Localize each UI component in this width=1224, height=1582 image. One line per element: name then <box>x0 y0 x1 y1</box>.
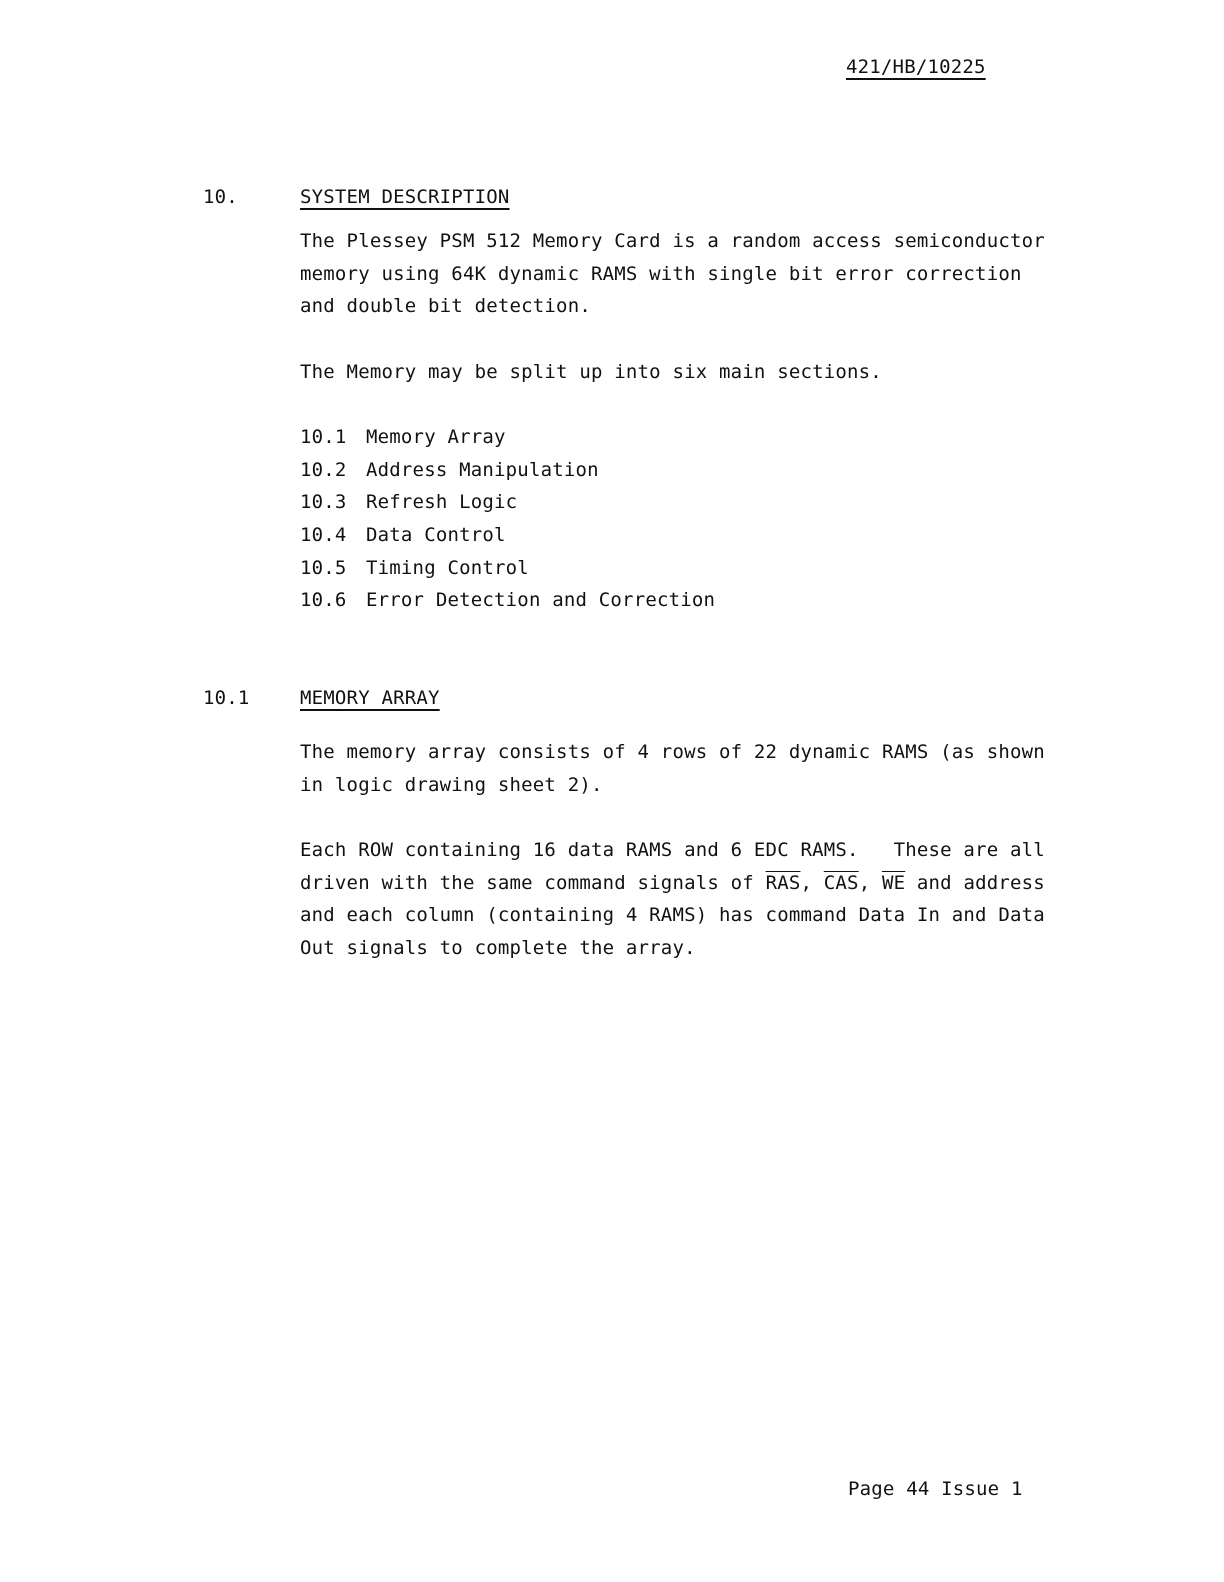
paragraph-line: and each column (containing 4 RAMS) has command Data In and Data <box>300 904 1045 927</box>
item-number: 10.5 <box>300 556 347 579</box>
memory-array-paragraph-1 <box>300 736 1045 801</box>
section-list <box>300 421 715 617</box>
section-10-1-title: MEMORY ARRAY <box>300 687 440 709</box>
item-label: Memory Array <box>366 426 506 448</box>
signal-ras: $\overline{RAS}$ <box>765 871 801 894</box>
section-10-title: SYSTEM DESCRIPTION <box>300 186 510 208</box>
section-list-item <box>300 519 715 552</box>
item-label: Data Control <box>366 524 506 547</box>
separator: , <box>800 871 824 894</box>
signal-we: $\overline{WE}$ <box>881 871 906 894</box>
section-list-item <box>300 454 715 487</box>
item-number: 10.6 <box>300 589 347 612</box>
section-10-intro <box>300 225 1045 323</box>
memory-array-paragraph-2 <box>300 834 1045 965</box>
item-label: Timing Control <box>366 556 529 579</box>
item-number: 10.4 <box>300 524 347 547</box>
item-number: 10.3 <box>300 491 347 514</box>
paragraph-line: in logic drawing sheet 2). <box>300 773 603 796</box>
section-list-item <box>300 552 715 585</box>
paragraph-line: Each ROW containing 16 data RAMS and 6 EDC RAMS. These are all <box>300 839 1045 861</box>
item-label: Error Detection and Correction <box>366 589 716 612</box>
intro-line: and double bit detection. <box>300 295 591 318</box>
item-label: Refresh Logic <box>366 491 518 514</box>
intro-line: The Plessey PSM 512 Memory Card is a random access semiconductor <box>300 230 1045 252</box>
paragraph-line: The memory array consists of 4 rows of 22 dynamic RAMS (as shown <box>300 741 1045 763</box>
section-list-item <box>300 421 715 454</box>
line-text: driven with the same command signals of <box>300 871 766 894</box>
sections-intro-line: The Memory may be split up into six main sections. <box>300 361 882 383</box>
section-list-item <box>300 584 715 617</box>
section-10-number: 10. <box>203 186 238 208</box>
section-list-item <box>300 486 715 519</box>
item-label: Address Manipulation <box>366 458 599 481</box>
paragraph-line <box>300 867 1045 900</box>
paragraph-line: Out signals to complete the array. <box>300 937 696 960</box>
intro-line: memory using 64K dynamic RAMS with single bit error correction <box>300 262 1022 285</box>
page-footer: Page 44 Issue 1 <box>848 1478 1023 1500</box>
signal-cas: $\overline{CAS}$ <box>823 871 859 894</box>
document-reference: 421/HB/10225 <box>846 56 986 78</box>
separator: , <box>858 871 882 894</box>
item-number: 10.2 <box>300 458 347 481</box>
section-10-1-number: 10.1 <box>203 687 250 709</box>
line-text: and address <box>905 871 1045 894</box>
item-number: 10.1 <box>300 426 347 448</box>
